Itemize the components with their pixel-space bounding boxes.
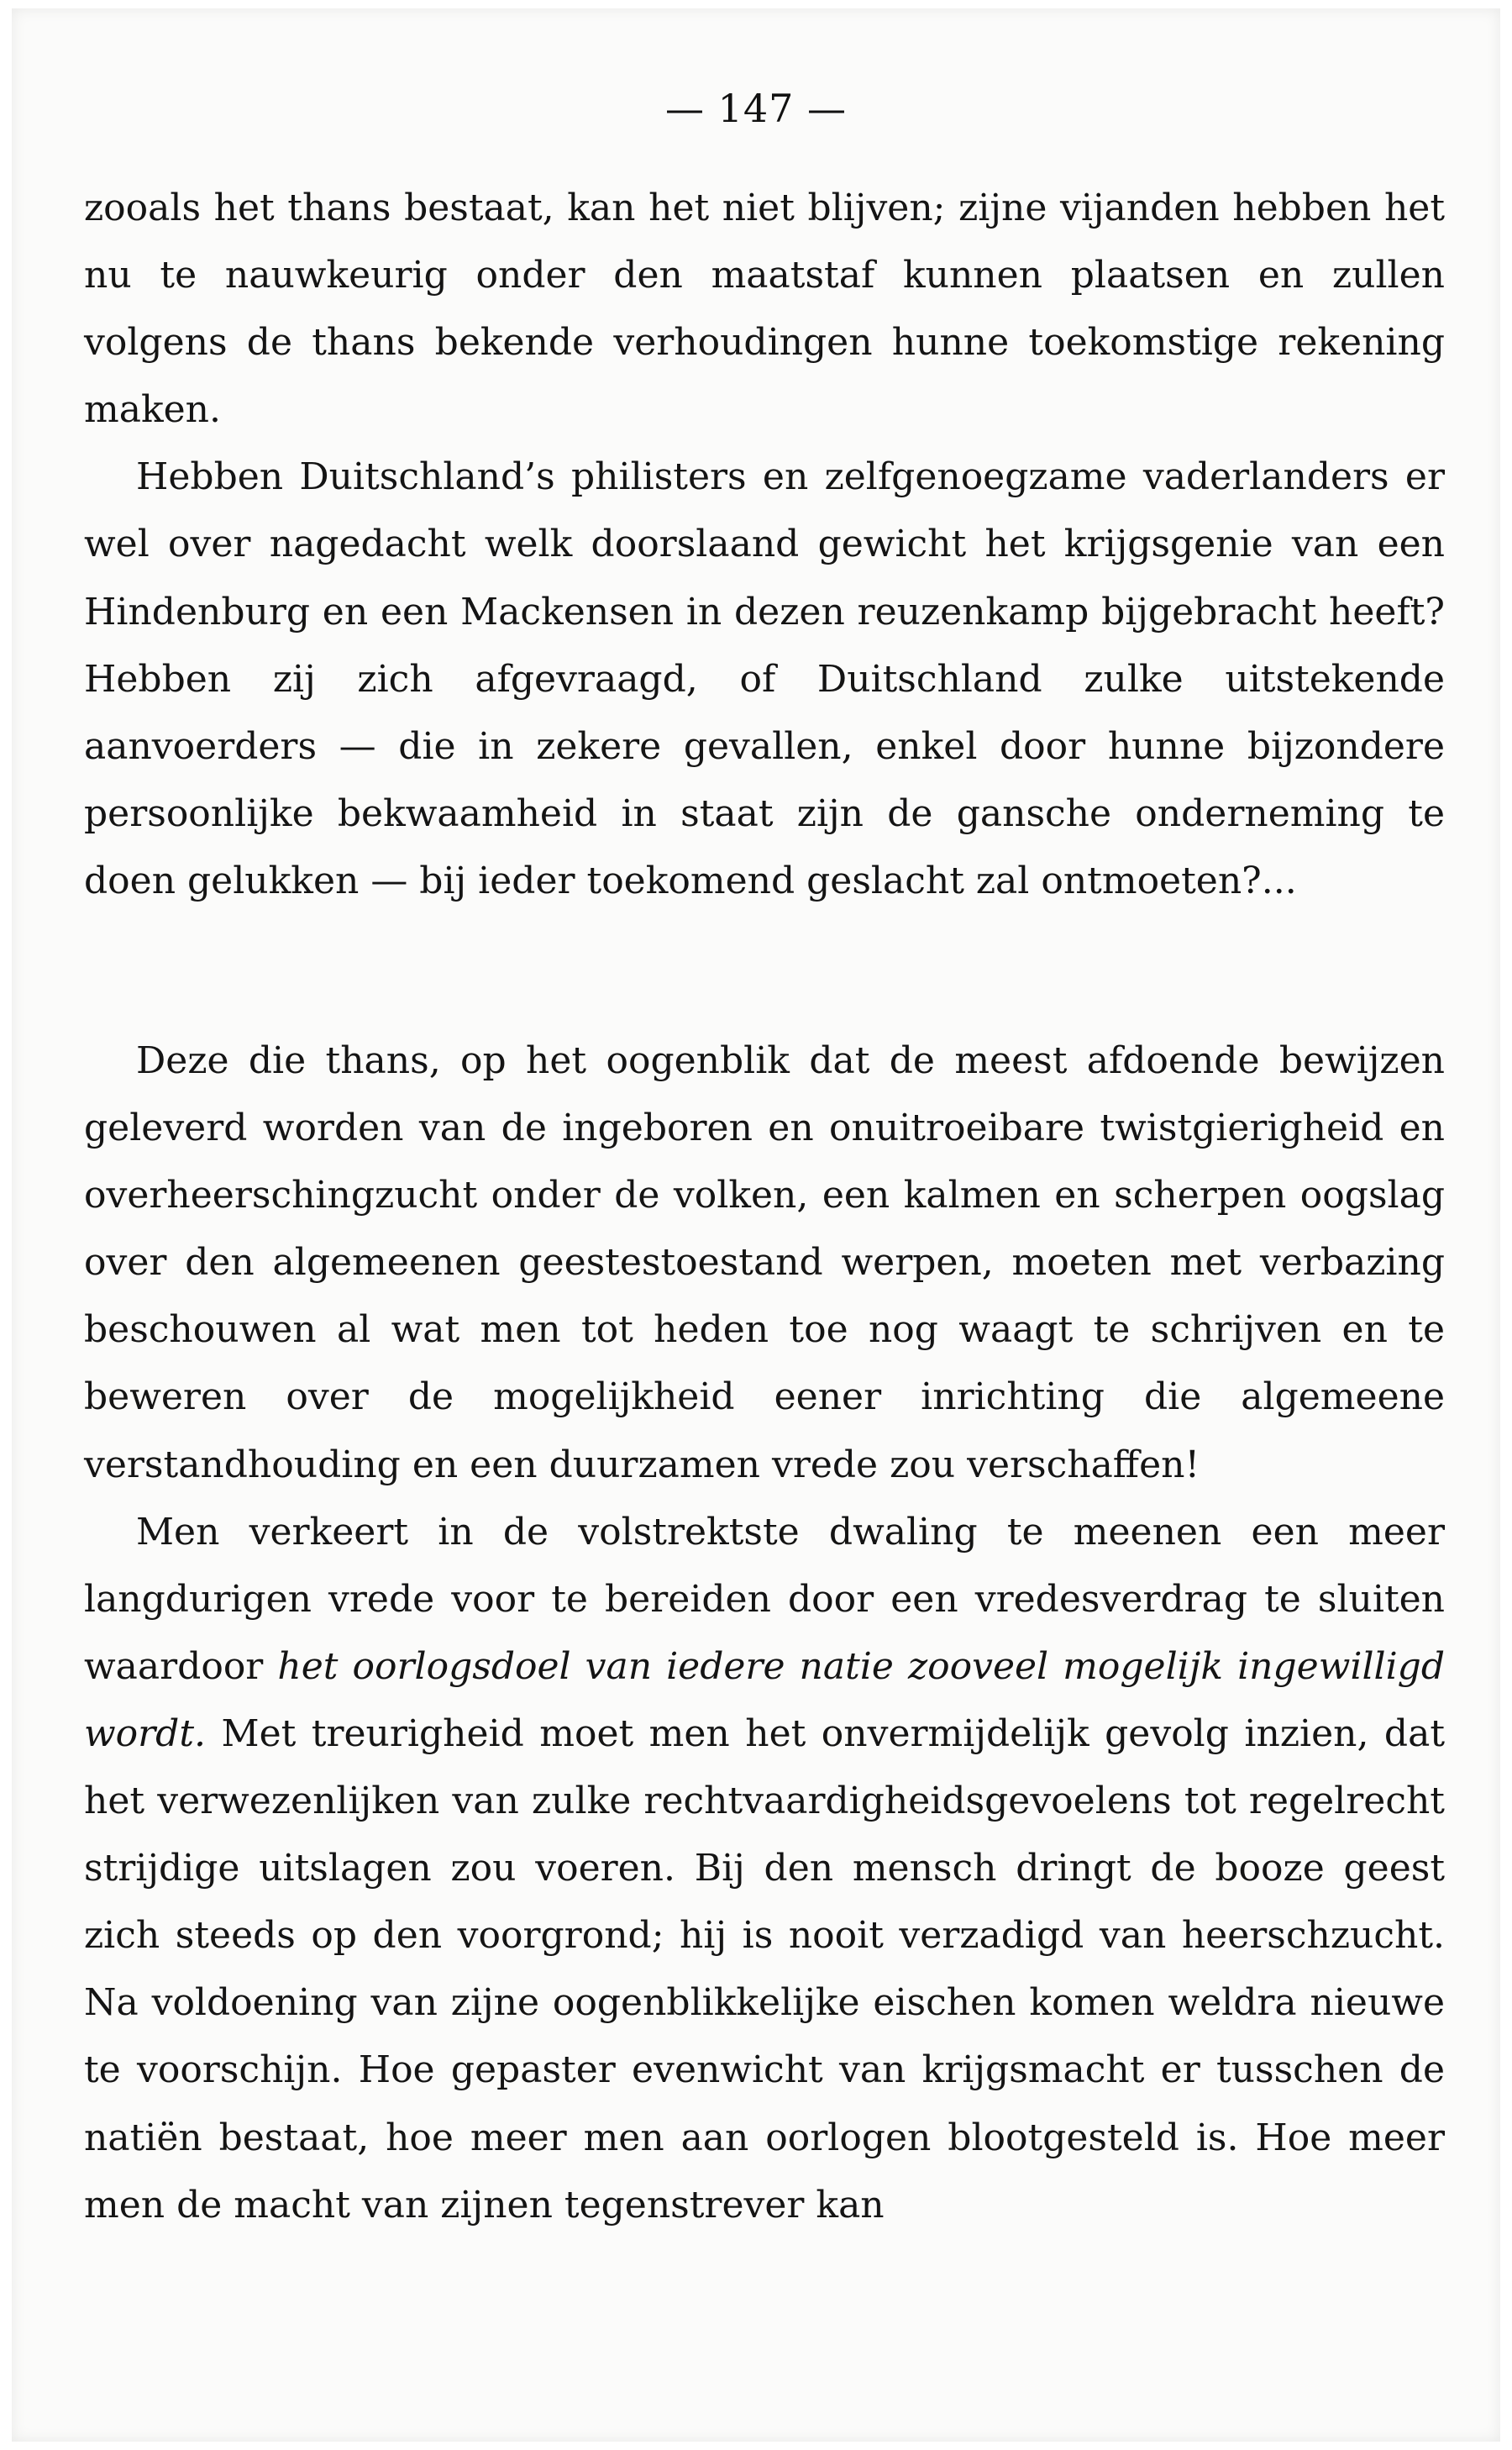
paragraph-duitschland: Hebben Duitschland’s philisters en zelfgenoegzame vaderlanders er wel over nagedacht welk doorslaand gewicht het krijgsgenie van een Hindenburg en een Mackensen in dezen reuzenkamp bijgebracht heeft? Hebben zij zich afgevraagd, of Duitschland zulke uitstekende aanvoerders — die in zekere gevallen, enkel door hunne bijzondere persoonlijke bekwaamheid in staat zijn de gansche onderneming te doen gelukken — bij ieder toekomend geslacht zal ontmoeten?... <box>84 455 1445 902</box>
text-block-bottom <box>84 1028 1445 2239</box>
book-page <box>12 8 1500 2442</box>
paragraph-text-start: Men verkeert in de volstrektste dwaling te meenen een meer langdurigen vrede voor te bereiden door een vredesverdrag te sluiten waardoor <box>84 1510 1445 1688</box>
italic-phrase: het oorlogsdoel van iedere natie zooveel mogelijk ingewilligd wordt. <box>84 1644 1445 1755</box>
paragraph-deze: Deze die thans, op het oogenblik dat de meest afdoende bewijzen geleverd worden van de ingeboren en onuitroeibare twistgierigheid en overheerschingzucht onder de volken, een kalmen en scherpen oogslag over den algemeenen geestestoestand werpen, moeten met verbazing beschouwen al wat men tot heden toe nog waagt te schrijven en te beweren over de mogelijkheid eener inrichting die algemeene verstandhouding en een duurzamen vrede zou verschaffen! <box>84 1039 1445 1486</box>
page-number: — 147 — <box>664 86 848 131</box>
paragraph-continuation: zooals het thans bestaat, kan het niet blijven; zijne vijanden hebben het nu te nauwkeurig onder den maatstaf kunnen plaatsen en zullen volgens de thans bekende verhoudingen hunne toekomstige rekening maken. <box>84 187 1445 432</box>
paragraph-men-verkeert <box>84 1499 1445 2239</box>
text-block-top <box>84 175 1445 915</box>
paragraph-text-end: Met treurigheid moet men het onvermijdelijk gevolg inzien, dat het verwezenlijken van zulke rechtvaardigheidsgevoelens tot regelrecht strijdige uitslagen zou voeren. Bij den mensch dringt de booze geest zich steeds op den voorgrond; hij is nooit verzadigd van heerschzucht. Na voldoening van zijne oogenblikkelijke eischen komen weldra nieuwe te voorschijn. Hoe gepaster evenwicht van krijgsmacht er tusschen de natiën bestaat, hoe meer men aan oorlogen blootgesteld is. Hoe meer men de macht van zijnen tegenstrever kan <box>84 1711 1445 2227</box>
